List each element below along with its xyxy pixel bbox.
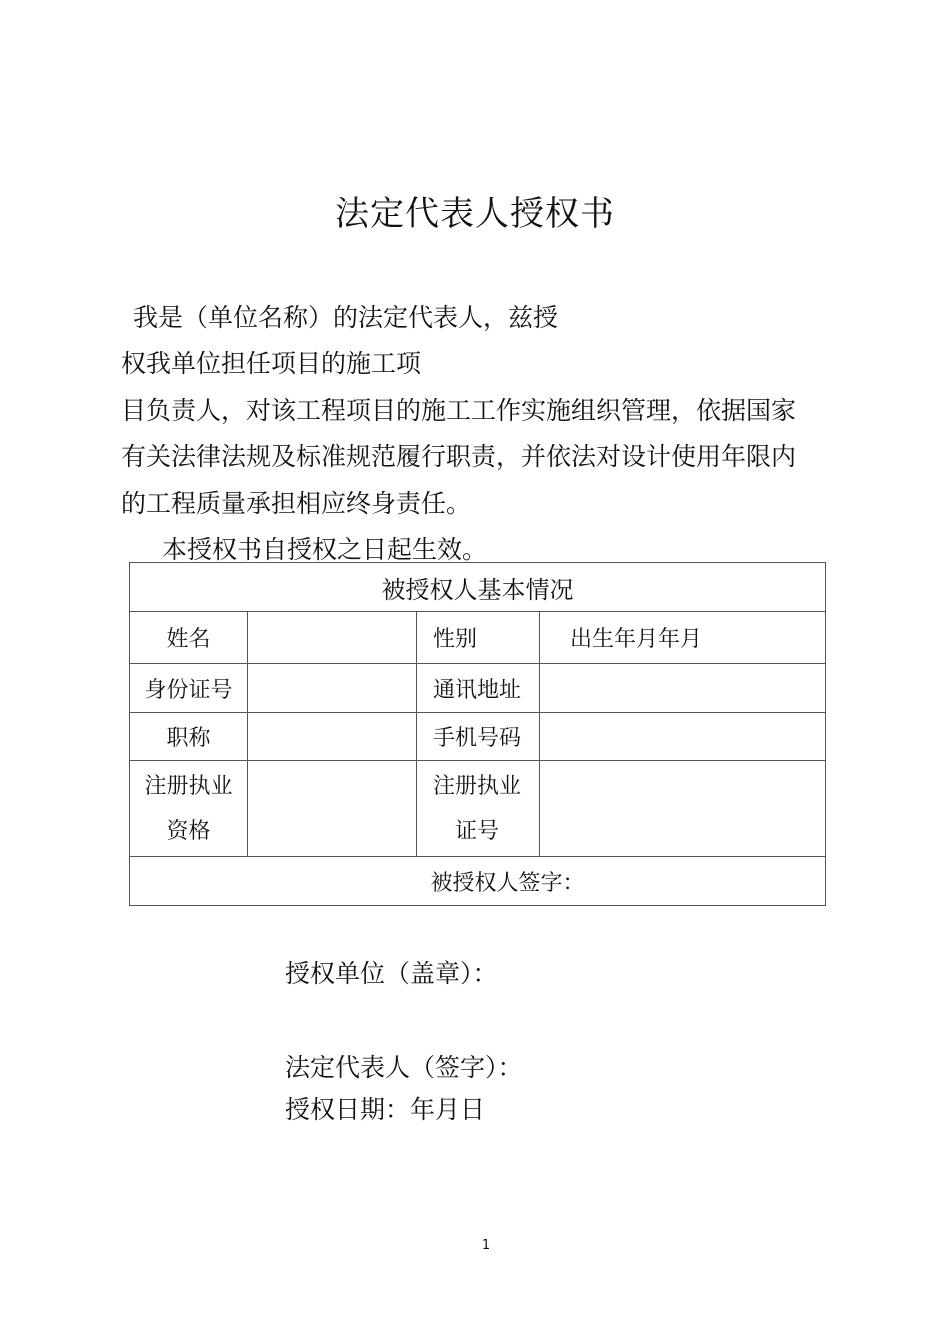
registered-qualification-label	[130, 761, 248, 857]
qualification-label-line-2: 资格	[166, 818, 211, 844]
paragraph-line-3: 目负责人，对该工程项目的施工工作实施组织管理，依据国家	[121, 396, 797, 425]
name-label: 姓名	[130, 612, 248, 664]
authorization-date: 授权日期：年月日	[285, 1095, 486, 1124]
name-value-cell[interactable]	[248, 612, 417, 664]
paragraph-line-2: 权我单位担任项目的施工项	[121, 349, 422, 378]
paragraph-line-4: 有关法律法规及标准规范履行职责，并依法对设计使用年限内	[121, 442, 797, 471]
qualification-label-line-1: 注册执业	[144, 773, 233, 799]
table-row	[130, 713, 826, 761]
signature-row	[130, 857, 826, 906]
authorized-person-table	[129, 562, 826, 906]
cert-label-line-2: 证号	[455, 818, 500, 844]
phone-value-cell[interactable]	[540, 713, 826, 761]
paragraph-line-5: 的工程质量承担相应终身责任。	[121, 489, 472, 518]
birth-label: 出生年月年月	[540, 612, 826, 664]
authorizing-unit-seal: 授权单位（盖章）：	[285, 959, 498, 988]
id-number-value-cell[interactable]	[248, 664, 417, 713]
effective-statement: 本授权书自授权之日起生效。	[162, 535, 488, 564]
professional-title-label: 职称	[130, 713, 248, 761]
gender-label: 性别	[417, 612, 540, 664]
address-label: 通讯地址	[417, 664, 540, 713]
page-number: 1	[481, 1238, 491, 1253]
authorized-person-signature[interactable]: 被授权人签字：	[130, 857, 826, 906]
table-row	[130, 664, 826, 713]
id-number-label: 身份证号	[130, 664, 248, 713]
paragraph-line-1: 我是（单位名称）的法定代表人，兹授	[133, 303, 559, 332]
table-row	[130, 612, 826, 664]
table-header-row	[130, 563, 826, 612]
legal-representative-signature: 法定代表人（签字）：	[285, 1053, 523, 1082]
registered-cert-number-label	[417, 761, 540, 857]
qualification-value-cell[interactable]	[248, 761, 417, 857]
phone-label: 手机号码	[417, 713, 540, 761]
address-value-cell[interactable]	[540, 664, 826, 713]
cert-number-value-cell[interactable]	[540, 761, 826, 857]
table-row	[130, 761, 826, 857]
cert-label-line-1: 注册执业	[433, 773, 522, 799]
professional-title-value-cell[interactable]	[248, 713, 417, 761]
document-title: 法定代表人授权书	[335, 194, 615, 234]
table-header: 被授权人基本情况	[130, 563, 826, 612]
